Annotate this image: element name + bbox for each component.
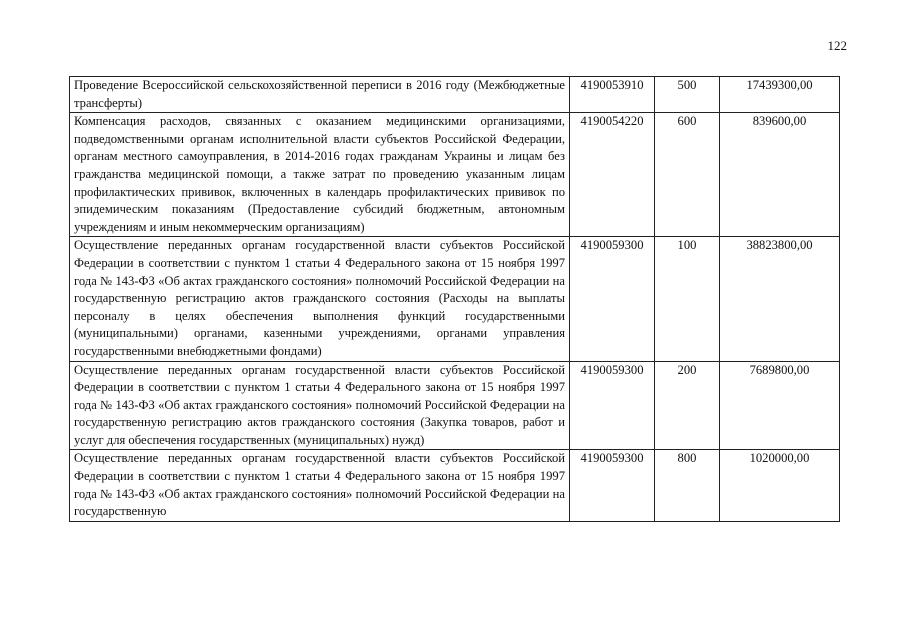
row-amount: 7689800,00 [720, 361, 840, 450]
row-amount: 17439300,00 [720, 77, 840, 113]
row-description: Осуществление переданных органам государственной власти субъектов Российской Федерации в соответствии с пунктом 1 статьи 4 Федерального закона от 15 ноября 1997 года № 143-ФЗ «Об актах гражданского состояния» полномочий Российской Федерации на государственную регистрацию актов гражданского состояния (Расходы на выплаты персоналу в целях обеспечения выполнения функций государственными (муниципальными) органами, казенными учреждениями, органами управления государственными внебюджетными фондами) [70, 237, 570, 361]
row-target-code: 4190053910 [570, 77, 655, 113]
row-target-code: 4190059300 [570, 237, 655, 361]
row-description: Осуществление переданных органам государственной власти субъектов Российской Федерации в соответствии с пунктом 1 статьи 4 Федерального закона от 15 ноября 1997 года № 143-ФЗ «Об актах гражданского состояния» полномочий Российской Федерации на государственную [70, 450, 570, 521]
row-target-code: 4190054220 [570, 113, 655, 237]
table-row [70, 237, 840, 361]
table-row [70, 113, 840, 237]
row-amount: 839600,00 [720, 113, 840, 237]
page-number: 122 [827, 38, 847, 53]
row-amount: 38823800,00 [720, 237, 840, 361]
table-row [70, 77, 840, 113]
row-description: Компенсация расходов, связанных с оказанием медицинскими организациями, подведомственными органам исполнительной власти субъектов Российской Федерации, органам местного самоуправления, в 2014-2016 годах гражданам Украины и лицам без гражданства медицинской помощи, а также затрат по проведению указанным лицам профилактических прививок, включенных в календарь профилактических прививок по эпидемическим показаниям (Предоставление субсидий бюджетным, автономным учреждениям и иным некоммерческим организациям) [70, 113, 570, 237]
row-target-code: 4190059300 [570, 361, 655, 450]
row-amount: 1020000,00 [720, 450, 840, 521]
row-description: Проведение Всероссийской сельскохозяйственной переписи в 2016 году (Межбюджетные трансферты) [70, 77, 570, 113]
row-expense-type: 100 [655, 237, 720, 361]
budget-table [69, 76, 840, 522]
row-expense-type: 200 [655, 361, 720, 450]
row-target-code: 4190059300 [570, 450, 655, 521]
table-row [70, 450, 840, 521]
row-description: Осуществление переданных органам государственной власти субъектов Российской Федерации в соответствии с пунктом 1 статьи 4 Федерального закона от 15 ноября 1997 года № 143-ФЗ «Об актах гражданского состояния» полномочий Российской Федерации на государственную регистрацию актов гражданского состояния (Закупка товаров, работ и услуг для обеспечения государственных (муниципальных) нужд) [70, 361, 570, 450]
table-row [70, 361, 840, 450]
row-expense-type: 500 [655, 77, 720, 113]
row-expense-type: 800 [655, 450, 720, 521]
row-expense-type: 600 [655, 113, 720, 237]
